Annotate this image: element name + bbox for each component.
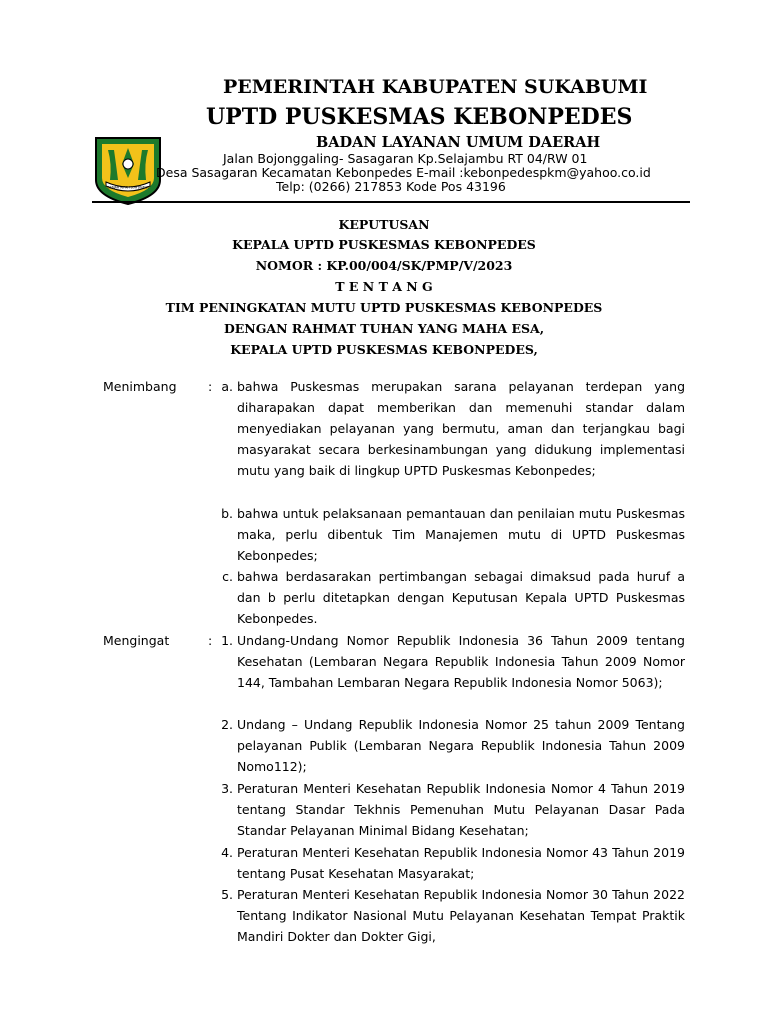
letterhead-institution: UPTD PUSKESMAS KEBONPEDES — [206, 104, 633, 130]
list-item: bahwa untuk pelaksanaan pemantauan dan penilaian mutu Puskesmas maka, perlu dibentuk Tim Manajemen mutu di UPTD Puskesmas Kebonpedes; — [237, 506, 685, 563]
svg-text:GEMAH RIPAH LOH JINAWI: GEMAH RIPAH LOH JINAWI — [107, 185, 149, 190]
letterhead-address-street: Jalan Bojonggaling- Sasagaran Kp.Selajambu RT 04/RW 01 — [223, 151, 588, 166]
list-marker: c. — [222, 569, 233, 584]
list-item: bahwa Puskesmas merupakan sarana pelayanan terdepan yang diharapakan dapat memberikan dan memenuhi standar dalam menyediakan pelayanan yang bermutu, aman dan terjangkau bagi masyarakat secara berkesinambungan yang didukung implementasi mutu yang baik di lingkup UPTD Puskesmas Kebonpedes; — [237, 379, 685, 478]
section-label-mengingat: Mengingat — [103, 633, 170, 648]
list-item: Peraturan Menteri Kesehatan Republik Indonesia Nomor 4 Tahun 2019 tentang Standar Tekhnis Pemenuhan Mutu Pelayanan Dasar Pada Standar Pelayanan Minimal Bidang Kesehatan; — [237, 781, 685, 838]
list-item: Undang-Undang Nomor Republik Indonesia 36 Tahun 2009 tentang Kesehatan (Lembaran Negara Republik Indonesia Tahun 2009 Nomor 144, Tambahan Lembaran Negara Republik Indonesia Nomor 5063); — [237, 633, 685, 690]
decree-heading: KEPUTUSAN — [338, 217, 430, 232]
decree-signatory-heading: KEPALA UPTD PUSKESMAS KEBONPEDES, — [230, 342, 538, 357]
decree-issuer: KEPALA UPTD PUSKESMAS KEBONPEDES — [232, 237, 536, 252]
list-item: Peraturan Menteri Kesehatan Republik Indonesia Nomor 43 Tahun 2019 tentang Pusat Kesehatan Masyarakat; — [237, 845, 685, 881]
list-marker: 3. — [221, 781, 233, 796]
letterhead-address-email: Desa Sasagaran Kecamatan Kebonpedes E-mail :kebonpedespkm@yahoo.co.id — [156, 165, 651, 180]
decree-invocation: DENGAN RAHMAT TUHAN YANG MAHA ESA, — [223, 321, 545, 336]
list-marker: b. — [221, 506, 233, 521]
list-marker: 1. — [221, 633, 233, 648]
list-marker: a. — [221, 379, 233, 394]
list-item: Peraturan Menteri Kesehatan Republik Indonesia Nomor 30 Tahun 2022 Tentang Indikator Nasional Mutu Pelayanan Kesehatan Tempat Praktik Mandiri Dokter dan Dokter Gigi, — [237, 887, 685, 944]
letterhead-phone: Telp: (0266) 217853 Kode Pos 43196 — [276, 179, 506, 194]
section-colon: : — [208, 633, 213, 648]
list-item: bahwa berdasarakan pertimbangan sebagai dimaksud pada huruf a dan b perlu ditetapkan dengan Keputusan Kepala UPTD Puskesmas Kebonpedes. — [237, 569, 685, 626]
kabupaten-sukabumi-emblem-icon — [92, 134, 164, 206]
letterhead-government: PEMERINTAH KABUPATEN SUKABUMI — [223, 76, 648, 98]
section-label-menimbang: Menimbang — [103, 379, 177, 394]
letterhead-subtitle: BADAN LAYANAN UMUM DAERAH — [316, 134, 601, 151]
decree-number: NOMOR : KP.00/004/SK/PMP/V/2023 — [255, 258, 513, 273]
letterhead-divider — [92, 201, 690, 203]
section-colon: : — [208, 379, 213, 394]
list-marker: 5. — [221, 887, 233, 902]
decree-about-heading: T E N T A N G — [335, 279, 433, 294]
decree-subject: TIM PENINGKATAN MUTU UPTD PUSKESMAS KEBONPEDES — [165, 300, 603, 315]
list-marker: 4. — [221, 845, 233, 860]
list-marker: 2. — [221, 717, 233, 732]
list-item: Undang – Undang Republik Indonesia Nomor 25 tahun 2009 Tentang pelayanan Publik (Lembaran Negara Republik Indonesia Tahun 2009 Nomo112); — [237, 717, 685, 774]
